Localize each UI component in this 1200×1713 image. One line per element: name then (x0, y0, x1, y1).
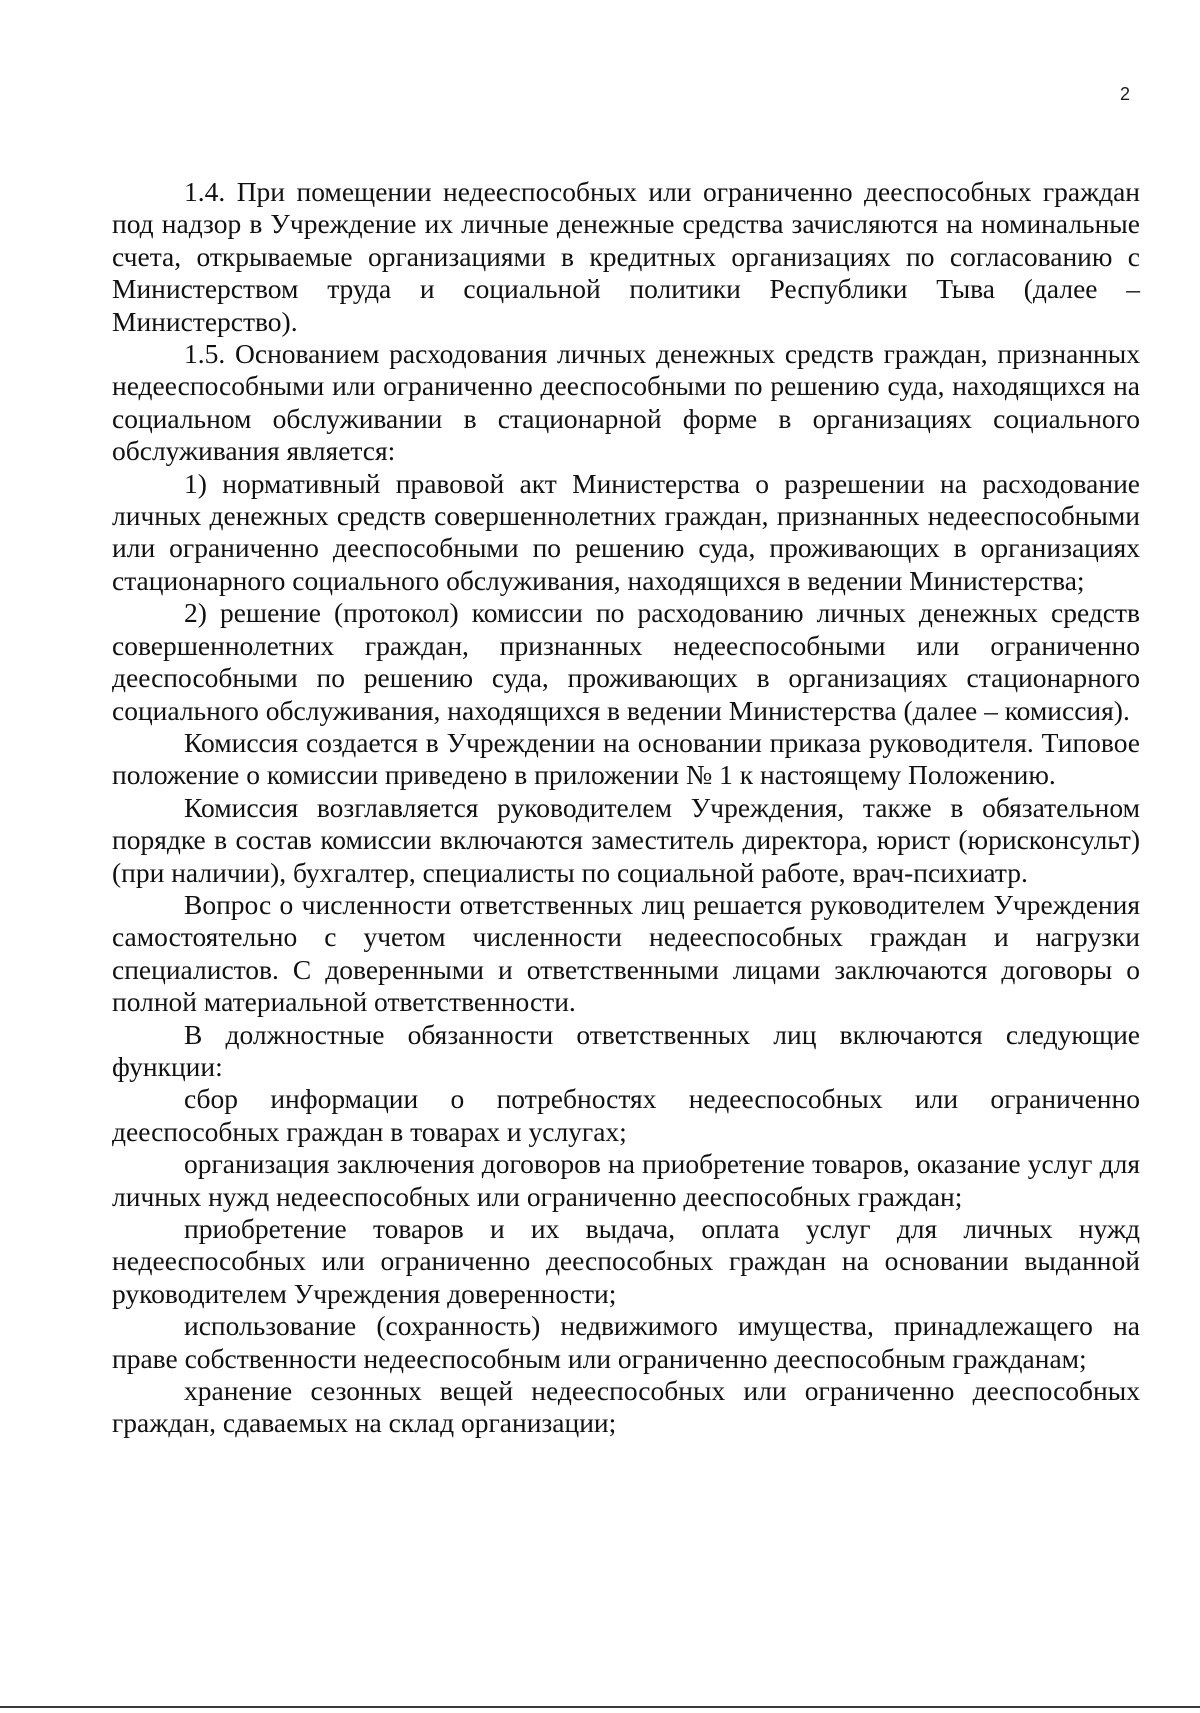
page-number: 2 (1120, 84, 1131, 104)
scan-edge-line (0, 1706, 1200, 1708)
duty-item-contracts: организация заключения договоров на приобретение товаров, оказание услуг для личных нужд недееспособных или ограниченно дееспособных граждан; (112, 1148, 1140, 1212)
duty-item-info-collection: сбор информации о потребностях недееспособных или ограниченно дееспособных граждан в товарах и услугах; (112, 1083, 1140, 1147)
paragraph-1-5: 1.5. Основанием расходования личных денежных средств граждан, признанных недееспособными или ограниченно дееспособными по решению суда, находящихся на социальном обслуживании в стационарной форме в организациях социального обслуживания является: (112, 338, 1140, 467)
paragraph-1-4: 1.4. При помещении недееспособных или ограниченно дееспособных граждан под надзор в Учреждение их личные денежные средства зачисляются на номинальные счета, открываемые организациями в кредитных организациях по согласованию с Министерством труда и социальной политики Республики Тыва (далее – Министерство). (112, 176, 1140, 337)
paragraph-commission-members: Комиссия возглавляется руководителем Учреждения, также в обязательном порядке в состав комиссии включаются заместитель директора, юрист (юрисконсульт) (при наличии), бухгалтер, специалисты по социальной работе, врач-психиатр. (112, 791, 1140, 888)
paragraph-duties-intro: В должностные обязанности ответственных лиц включаются следующие функции: (112, 1018, 1140, 1082)
list-item-1: 1) нормативный правовой акт Министерства о разрешении на расходование личных денежных средств совершеннолетних граждан, признанных недееспособными или ограниченно дееспособными по решению суда, проживающих в организациях стационарного социального обслуживания, находящихся в ведении Министерства; (112, 467, 1140, 596)
duty-item-storage: хранение сезонных вещей недееспособных или ограниченно дееспособных граждан, сдаваемых на склад организации; (112, 1375, 1140, 1439)
duty-item-property: использование (сохранность) недвижимого имущества, принадлежащего на праве собственности недееспособным или ограниченно дееспособным гражданам; (112, 1310, 1140, 1374)
document-body (112, 176, 1140, 1440)
paragraph-responsible-persons: Вопрос о численности ответственных лиц решается руководителем Учреждения самостоятельно с учетом численности недееспособных граждан и нагрузки специалистов. С доверенными и ответственными лицами заключаются договоры о полной материальной ответственности. (112, 888, 1140, 1018)
list-item-2: 2) решение (протокол) комиссии по расходованию личных денежных средств совершеннолетних граждан, признанных недееспособными или ограниченно дееспособными по решению суда, проживающих в организациях стационарного социального обслуживания, находящихся в ведении Министерства (далее – комиссия). (112, 597, 1140, 726)
paragraph-commission-created: Комиссия создается в Учреждении на основании приказа руководителя. Типовое положение о комиссии приведено в приложении № 1 к настоящему Положению. (112, 726, 1140, 791)
duty-item-purchase: приобретение товаров и их выдача, оплата услуг для личных нужд недееспособных или ограниченно дееспособных граждан на основании выданной руководителем Учреждения доверенности; (112, 1213, 1140, 1309)
